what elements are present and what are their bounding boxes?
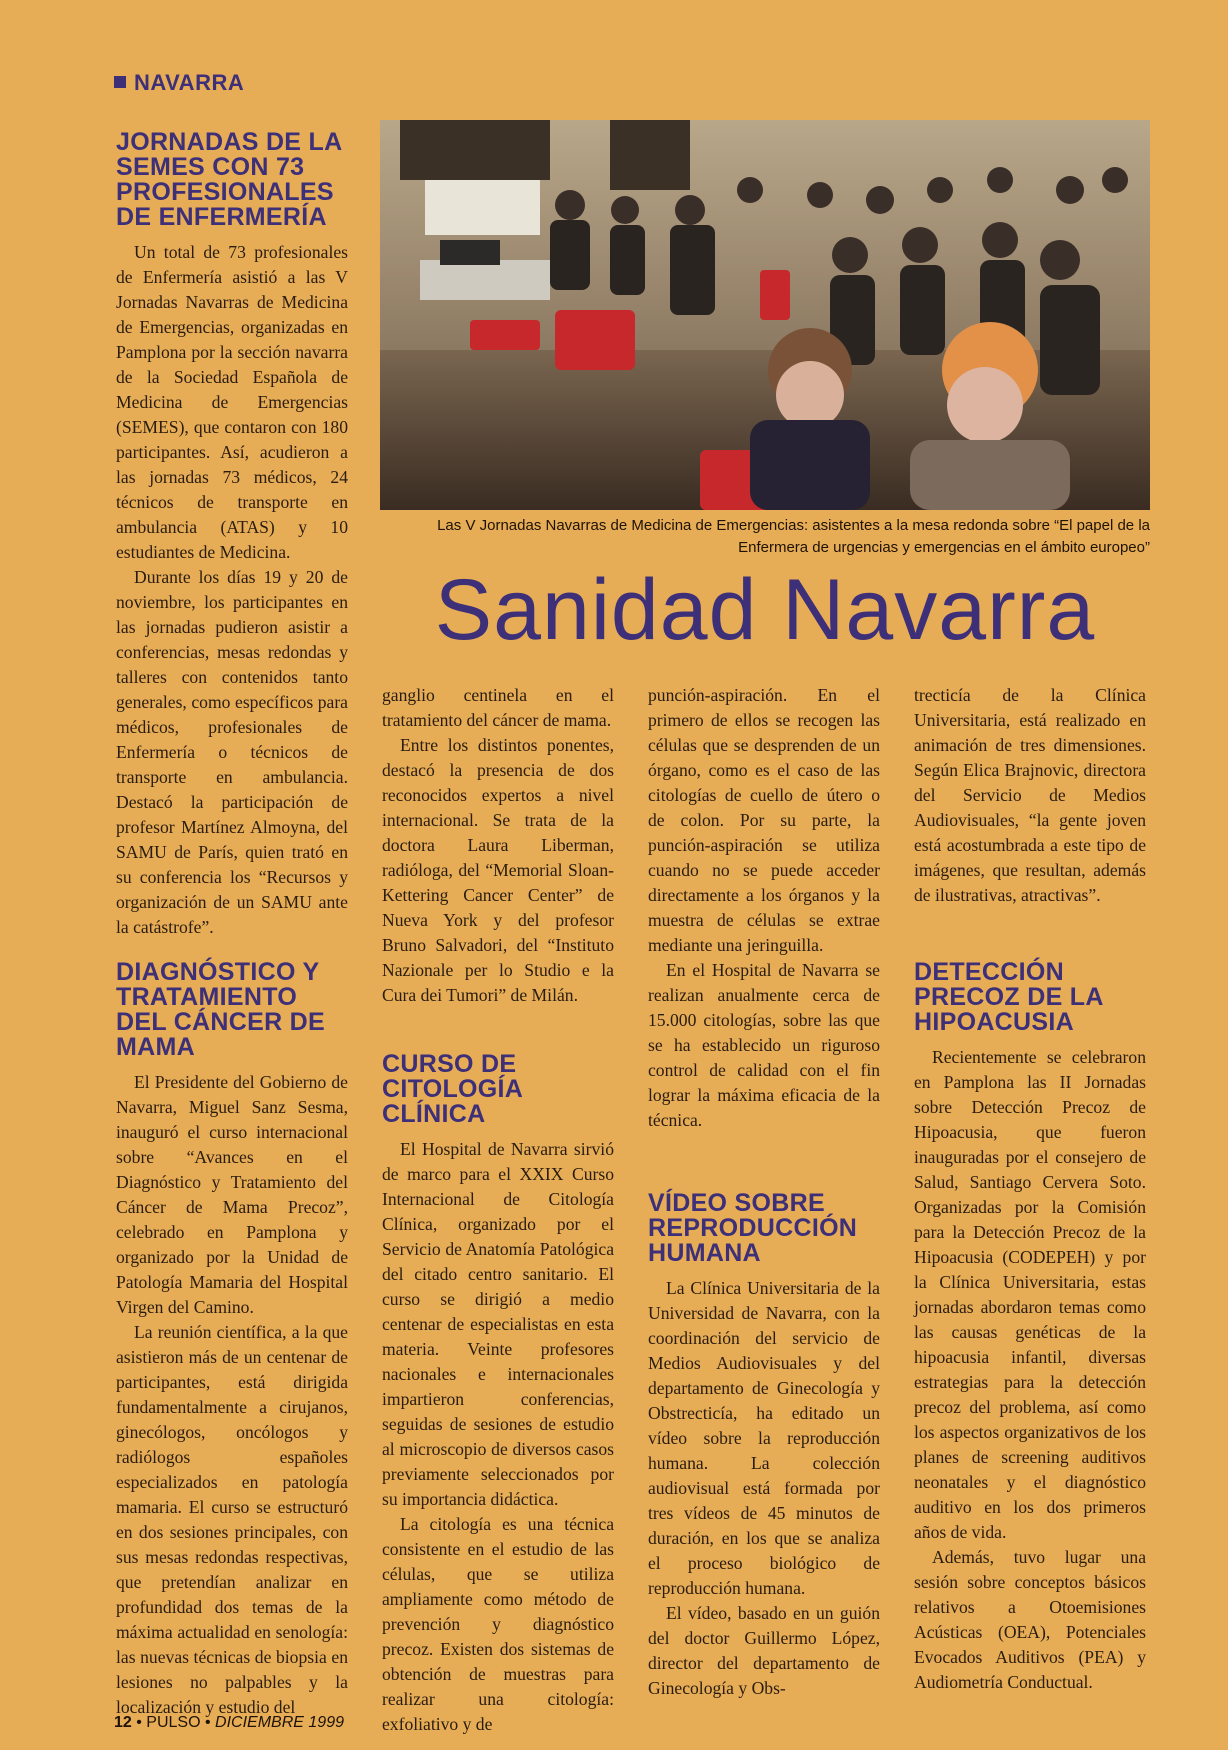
magazine-name: PULSO	[146, 1714, 201, 1731]
jornadas-paragraph-1: Un total de 73 profesionales de Enfermería asistió a las V Jornadas Navarras de Medicina de Emergencias, organizadas en Pamplona por la sección navarra de la Sociedad Española de Medicina de Emergencias (SEMES), que contaron con 180 participantes. Así, acudieron a las jornadas 73 médicos, 24 técnicos de transporte en ambulancia (ATAS) y 10 estudiantes de Medicina.	[116, 242, 348, 562]
banner-title: Sanidad Navarra	[434, 562, 1096, 658]
page-footer: 12 • PULSO • DICIEMBRE 1999	[114, 1714, 344, 1731]
video-paragraph-3: trecticía de la Clínica Universitaria, está realizado en animación de tres dimensiones. Según Elica Brajnovic, directora del Servicio de Medios Audiovisuales, “la gente joven está acostumbrada a este tipo de imágenes, que resultan, además de ilustrativas, atractivas”.	[914, 685, 1146, 905]
citologia-paragraph-2: La citología es una técnica consistente en el estudio de las células, que se utiliza ampliamente como método de prevención y diagnóstico precoz. Existen dos sistemas de obtención de muestras para realizar una citología: exfoliativo y de	[382, 1514, 614, 1734]
page-number: 12	[114, 1714, 132, 1731]
section-label	[114, 70, 244, 96]
column-1-lower	[116, 960, 348, 1720]
issue-date: DICIEMBRE 1999	[215, 1714, 344, 1731]
audience-illustration	[380, 120, 1150, 510]
citologia-paragraph-1: El Hospital de Navarra sirvió de marco para el XXIX Curso Internacional de Citología Clínica, organizado por el Servicio de Anatomía Patológica del citado centro sanitario. El curso se dirigió a medio centenar de especialistas en esta materia. Veinte profesores nacionales e internacionales impartieron conferencias, seguidas de sesiones de estudio al microscopio de diversos casos previamente seleccionados por su importancia didáctica.	[382, 1139, 614, 1509]
citologia-paragraph-4: En el Hospital de Navarra se realizan anualmente cerca de 15.000 citologías, sobre las que se ha establecido un riguroso control de calidad con el fin lograr la máxima eficacia de la técnica.	[648, 960, 880, 1130]
hipoacusia-paragraph-2: Además, tuvo lugar una sesión sobre conceptos básicos relativos a Otoemisiones Acústicas (OEA), Potenciales Evocados Auditivos (PEA) y Audiometría Conductual.	[914, 1547, 1146, 1692]
column-2	[382, 683, 614, 1737]
headline-jornadas: JORNADAS DE LA SEMES CON 73 PROFESIONALES DE ENFERMERÍA	[116, 128, 342, 231]
hipoacusia-paragraph-1: Recientemente se celebraron en Pamplona las II Jornadas sobre Detección Precoz de Hipoacusia, que fueron inauguradas por el consejero de Salud, Santiago Cervera Soto. Organizadas por la Comisión para la Detección Precoz de la Hipoacusia (CODEPEH) y por la Clínica Universitaria, estas jornadas abordaron temas como las causas genéticas de la hipoacusia infantil, diversas estrategias para la detección precoz del problema, así como los aspectos organizativos de los planes de screening auditivos neonatales y el diagnóstico auditivo en los dos primeros años de vida.	[914, 1047, 1146, 1542]
video-paragraph-2: El vídeo, basado en un guión del doctor Guillermo López, director del departamento de Ginecología y Obs-	[648, 1603, 880, 1698]
conference-photo	[380, 120, 1150, 510]
cancer-paragraph-2: La reunión científica, a la que asistieron más de un centenar de participantes, está dirigida fundamentalmente a cirujanos, ginecólogos, oncólogos y radiólogos españoles especializados en patología mamaria. El curso se estructuró en dos sesiones principales, con sus mesas redondas respectivas, que pretendían analizar en profundidad dos temas de la máxima actualidad en senología: las nuevas técnicas de biopsia en lesiones no palpables y la localización y estudio del	[116, 1322, 348, 1717]
column-4	[914, 683, 1146, 1695]
video-paragraph-1: La Clínica Universitaria de la Universidad de Navarra, con la coordinación del servicio de Medios Audiovisuales y del departamento de Ginecología y Obstrecticía, ha editado un vídeo sobre la reproducción humana. La colección audiovisual está formada por tres vídeos de 45 minutos de duración, en los que se analiza el proceso biológico de reproducción humana.	[648, 1278, 880, 1598]
headline-citologia: CURSO DE CITOLOGÍA CLÍNICA	[382, 1050, 523, 1128]
column-3	[648, 683, 880, 1701]
cancer-paragraph-4: Entre los distintos ponentes, destacó la presencia de dos reconocidos expertos a nivel internacional. Se trata de la doctora Laura Liberman, radióloga, del “Memorial Sloan-Kettering Cancer Center” de Nueva York y del profesor Bruno Salvadori, del “Instituto Nazionale per lo Studio e la Cura dei Tumori” de Milán.	[382, 735, 614, 1005]
section-name: NAVARRA	[134, 70, 245, 95]
headline-video: VÍDEO SOBRE REPRODUCCIÓN HUMANA	[648, 1189, 858, 1267]
headline-cancer: DIAGNÓSTICO Y TRATAMIENTO DEL CÁNCER DE MAMA	[116, 958, 326, 1061]
citologia-paragraph-3: punción-aspiración. En el primero de ellos se recogen las células que se desprenden de un órgano, como es el caso de las citologías de cuello de útero o de colon. Por su parte, la punción-aspiración se utiliza cuando no se puede acceder directamente a los órganos y la muestra de células se extrae mediante una jeringuilla.	[648, 685, 880, 955]
cancer-paragraph-3: ganglio centinela en el tratamiento del cáncer de mama.	[382, 685, 614, 730]
jornadas-paragraph-2: Durante los días 19 y 20 de noviembre, los participantes en las jornadas pudieron asistir a conferencias, mesas redondas y talleres con contenidos tanto generales, como específicos para médicos, profesionales de Enfermería o técnicos de transporte en ambulancia. Destacó la participación de profesor Martínez Almoyna, del SAMU de París, quien trató en su conferencia los “Recursos y organización de un SAMU ante la catástrofe”.	[116, 567, 348, 937]
square-bullet-icon	[114, 76, 126, 88]
cancer-paragraph-1: El Presidente del Gobierno de Navarra, Miguel Sanz Sesma, inauguró el curso internacional sobre “Avances en el Diagnóstico y Tratamiento del Cáncer de Mama Precoz”, celebrado en Pamplona y organizado por la Unidad de Patología Mamaria del Hospital Virgen del Camino.	[116, 1072, 348, 1317]
headline-hipoacusia: DETECCIÓN PRECOZ DE LA HIPOACUSIA	[914, 958, 1103, 1036]
column-1	[116, 130, 348, 940]
photo-caption: Las V Jornadas Navarras de Medicina de Emergencias: asistentes a la mesa redonda sobre “El papel de la Enfermera de urgencias y emergencias en el ámbito europeo”	[437, 517, 1150, 556]
